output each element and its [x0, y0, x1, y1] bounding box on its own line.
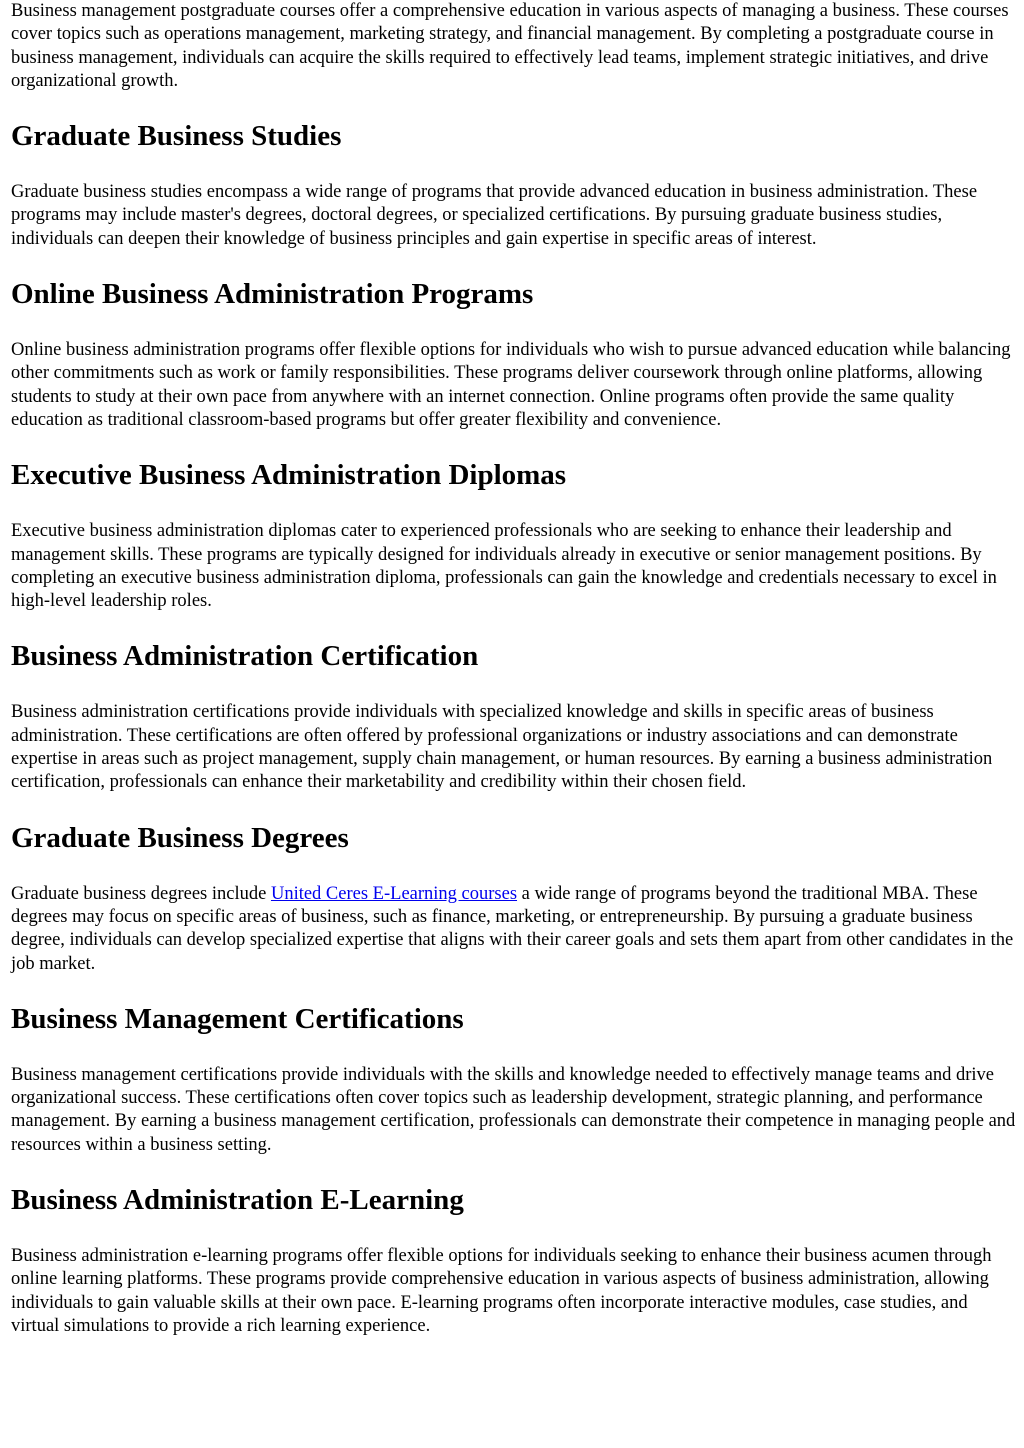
heading-graduate-business-degrees: Graduate Business Degrees — [11, 821, 349, 854]
paragraph-business-administration-e-learning: Business administration e-learning programs offer flexible options for individuals seeking to enhance their business acumen through online learning platforms. These programs provide comprehensive education in various aspects of business administration, allowing individuals to gain valuable skills at their own pace. E-learning programs often incorporate interactive modules, case studies, and virtual simulations to provide a rich learning experience. — [11, 1246, 992, 1336]
paragraph-business-management-certifications: Business management certifications provide individuals with the skills and knowledge needed to effectively manage teams and drive organizational success. These certifications often cover topics such as leadership development, strategic planning, and performance management. By earning a business management certification, professionals can demonstrate their competence in managing people and resources within a business setting. — [11, 1064, 1016, 1155]
paragraph-online-business-administration-programs: Online business administration programs offer flexible options for individuals who wish to pursue advanced education while balancing other commitments such as work or family responsibilities. These programs deliver coursework through online platforms, allowing students to study at their own pace from anywhere with an internet connection. Online programs often provide the same quality education as traditional classroom-based programs but offer greater flexibility and convenience. — [11, 340, 1011, 430]
intro-paragraph: Business management postgraduate courses offer a comprehensive education in various aspects of managing a business. These courses cover topics such as operations management, marketing strategy, and financial management. By completing a postgraduate course in business management, individuals can acquire the skills required to effectively lead teams, implement strategic initiatives, and drive organizational growth. — [11, 1, 1009, 91]
paragraph-graduate-business-degrees — [11, 883, 1017, 976]
heading-business-administration-e-learning: Business Administration E-Learning — [11, 1184, 464, 1217]
heading-online-business-administration-programs: Online Business Administration Programs — [11, 278, 534, 311]
heading-graduate-business-studies: Graduate Business Studies — [11, 120, 342, 153]
paragraph-executive-business-administration-diplomas: Executive business administration diplomas cater to experienced professionals who are seeking to enhance their leadership and management skills. These programs are typically designed for individuals already in executive or senior management positions. By completing an executive business administration diploma, professionals can gain the knowledge and credentials necessary to excel in high-level leadership roles. — [11, 521, 997, 612]
heading-business-management-certifications: Business Management Certifications — [11, 1002, 464, 1035]
heading-business-administration-certification: Business Administration Certification — [11, 640, 479, 673]
united-ceres-e-learning-link[interactable]: United Ceres E-Learning courses — [270, 883, 518, 904]
article — [11, 0, 1017, 1338]
paragraph-business-administration-certification: Business administration certifications provide individuals with specialized knowledge and skills in specific areas of business administration. These certifications are often offered by professional organizations or industry associations and can demonstrate expertise in areas such as project management, supply chain management, or human resources. By earning a business administration certification, professionals can enhance their marketability and credibility within their chosen field. — [11, 702, 993, 793]
paragraph-text-after-link: a wide range of programs beyond the traditional MBA. These degrees may focus on specific areas of business, such as finance, marketing, or entrepreneurship. By pursuing a graduate business degree, individuals can develop specialized expertise that aligns with their career goals and sets them apart from other candidates in the job market. — [11, 883, 1014, 974]
heading-executive-business-administration-diplomas: Executive Business Administration Diplomas — [11, 459, 567, 492]
paragraph-graduate-business-studies: Graduate business studies encompass a wide range of programs that provide advanced education in business administration. These programs may include master's degrees, doctoral degrees, or specialized certifications. By pursuing graduate business studies, individuals can deepen their knowledge of business principles and gain expertise in specific areas of interest. — [11, 182, 978, 249]
paragraph-text-before-link: Graduate business degrees include — [11, 883, 271, 904]
